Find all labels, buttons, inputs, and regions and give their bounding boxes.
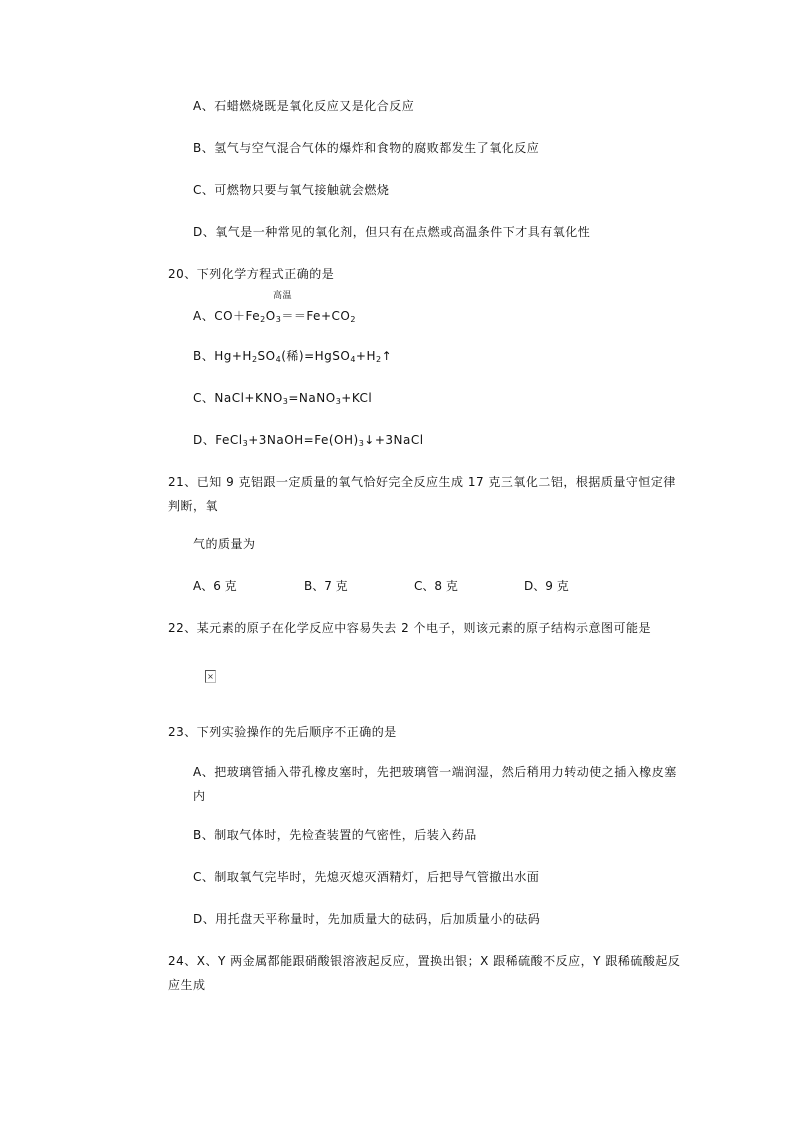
q20-option-d: D、$FeCl_3+3NaOH=Fe(OH)_3↓+3NaCl$ <box>193 433 424 448</box>
broken-image-icon: × <box>205 670 216 683</box>
q20-stem: 20、下列化学方程式正确的是 <box>168 267 335 281</box>
q20-option-b: B、$Hg+H_2SO_4$(稀)$=HgSO_4+H_2↑$ <box>193 349 393 364</box>
q22-stem: 22、某元素的原子在化学反应中容易失去 2 个电子，则该元素的原子结构示意图可能是 <box>168 621 652 635</box>
q23-option-c: C、制取氧气完毕时，先熄灭熄灭酒精灯，后把导气管撤出水面 <box>193 870 540 884</box>
q19-option-a: A、石蜡燃烧既是氧化反应又是化合反应 <box>193 99 415 113</box>
q19-option-d: D、氧气是一种常见的氧化剂，但只有在点燃或高温条件下才具有氧化性 <box>193 225 591 239</box>
q21-option-d: D、9 克 <box>524 579 569 593</box>
q19-option-b: B、氢气与空气混合气体的爆炸和食物的腐败都发生了氧化反应 <box>193 141 540 155</box>
q24-stem: 24、X、Y 两金属都能跟硝酸银溶液起反应，置换出银；X 跟稀硫酸不反应，Y 跟稀硫酸起反应生成 <box>168 954 681 992</box>
q23-option-a: A、把玻璃管插入带孔橡皮塞时，先把玻璃管一端润湿，然后稍用力转动使之插入橡皮塞内 <box>193 765 677 803</box>
q21-stem-continued: 气的质量为 <box>193 537 256 551</box>
q21-option-c: C、8 克 <box>414 579 458 593</box>
q21-stem: 21、已知 9 克铝跟一定质量的氧气恰好完全反应生成 17 克三氧化二铝，根据质量守恒定律判断，氧 <box>168 475 676 513</box>
q23-option-d: D、用托盘天平称量时，先加质量大的砝码，后加质量小的砝码 <box>193 912 541 926</box>
q19-option-c: C、可燃物只要与氧气接触就会燃烧 <box>193 183 390 197</box>
q20-option-a: A、$CO+Fe_2O_3==Fe+CO_2$ <box>193 309 356 324</box>
q21-option-a: A、6 克 <box>193 579 237 593</box>
q23-stem: 23、下列实验操作的先后顺序不正确的是 <box>168 725 397 739</box>
q23-option-b: B、制取气体时，先检查装置的气密性，后装入药品 <box>193 828 477 842</box>
q21-option-b: B、7 克 <box>304 579 348 593</box>
q20-option-c: C、$NaCl+KNO_3=NaNO_3+KCl$ <box>193 391 373 406</box>
q20-reaction-condition: 高温 <box>273 291 293 301</box>
